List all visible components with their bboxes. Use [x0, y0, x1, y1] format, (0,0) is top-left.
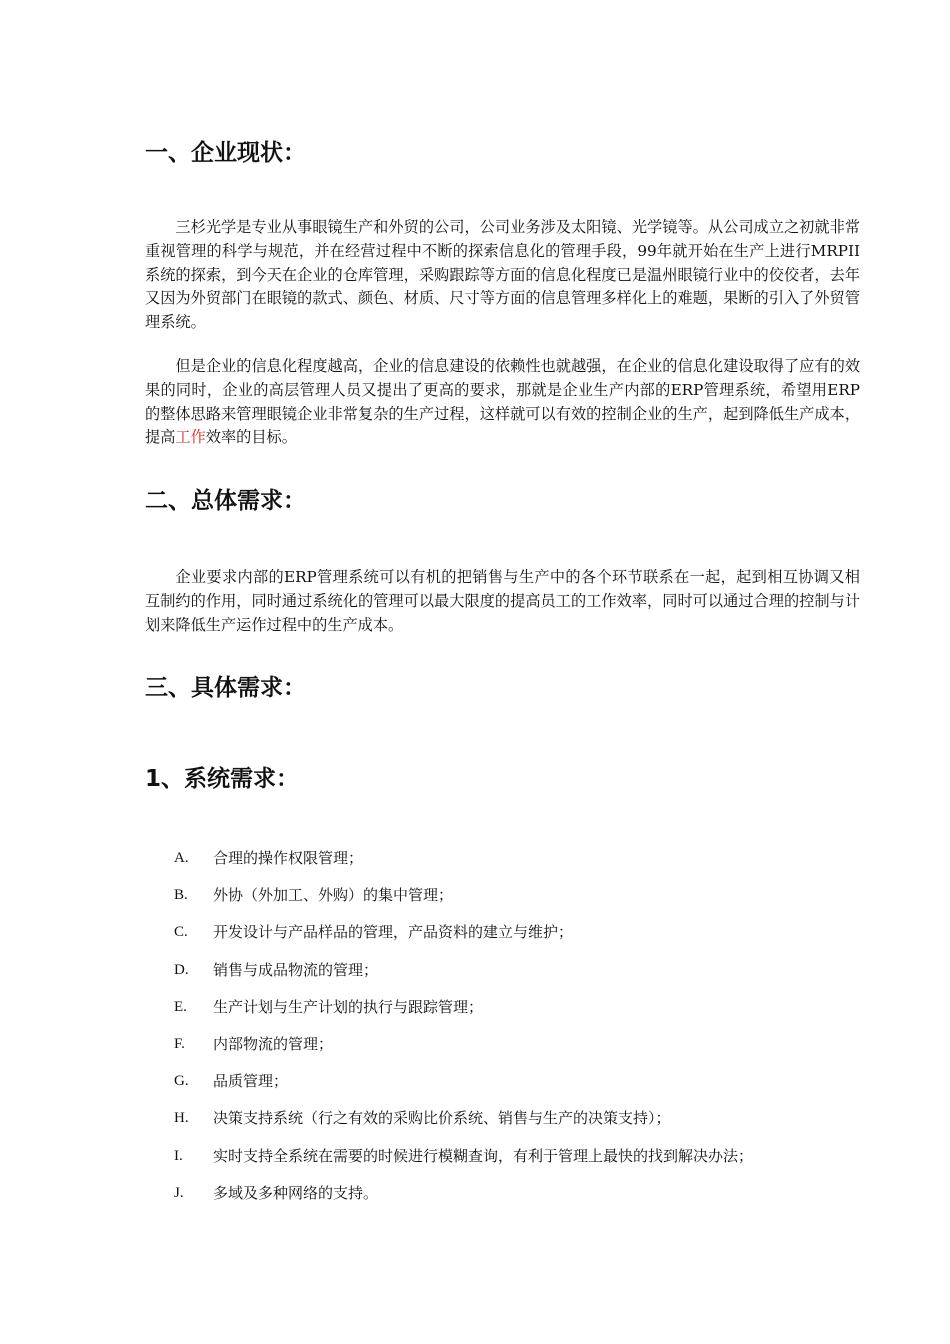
list-marker: B. — [174, 887, 188, 904]
list-item-text: 实时支持全系统在需要的时候进行模糊查询，有利于管理上最快的找到解决办法； — [213, 1146, 754, 1165]
list-marker: H. — [174, 1110, 189, 1127]
list-item-text: 外协（外加工、外购）的集中管理； — [213, 886, 454, 905]
list-item — [174, 884, 753, 921]
status-paragraph-2-ending: 效率的目标。 — [205, 428, 297, 447]
overall-paragraph: 企业要求内部的ERP管理系统可以有机的把销售与生产中的各个环节联系在一起，起到相互协调又相互制约的作用，同时通过系统化的管理可以最大限度的提高员工的工作效率，同时可以通过合理的控制与计划来降低生产运作过程中的生产成本。 — [145, 568, 860, 634]
status-paragraph-2 — [145, 355, 860, 450]
list-marker: G. — [174, 1073, 189, 1090]
list-marker: J. — [174, 1184, 184, 1201]
list-item — [174, 996, 753, 1033]
list-item — [174, 847, 753, 884]
list-marker: F. — [174, 1035, 185, 1052]
highlighted-word: 工作 — [175, 428, 206, 447]
list-item — [174, 1107, 753, 1144]
status-paragraph-1: 三杉光学是专业从事眼镜生产和外贸的公司，公司业务涉及太阳镜、光学镜等。从公司成立之初就非常重视管理的科学与规范，并在经营过程中不断的探索信息化的管理手段，99年就开始在生产上进行MRPII系统的探索，到今天在企业的仓库管理，采购跟踪等方面的信息化程度已是温州眼镜行业中的佼佼者，去年又因为外贸部门在眼镜的款式、颜色、材质、尺寸等方面的信息管理多样化上的难题，果断的引入了外贸管理系统。 — [145, 218, 860, 332]
list-item-text: 销售与成品物流的管理； — [213, 960, 379, 979]
system-requirements-list — [174, 847, 753, 1219]
list-item-text: 多域及多种网络的支持。 — [213, 1183, 379, 1202]
list-item-text: 开发设计与产品样品的管理，产品资料的建立与维护； — [213, 923, 574, 942]
list-item — [174, 1145, 753, 1182]
list-marker: E. — [174, 998, 187, 1015]
list-item-text: 生产计划与生产计划的执行与跟踪管理； — [213, 997, 484, 1016]
status-paragraph-2-text: 但是企业的信息化程度越高，企业的信息建设的依赖性也就越强，在企业的信息化建设取得了应有的效果的同时，企业的高层管理人员又提出了更高的要求，那就是企业生产内部的ERP管理系统，希望用ERP的整体思路来管理眼镜企业非常复杂的生产过程，这样就可以有效的控制企业的生产，起到降低生产成本，提高 — [145, 357, 860, 447]
list-item — [174, 1033, 753, 1070]
list-item — [174, 959, 753, 996]
section-heading-status: 一、企业现状： — [145, 140, 306, 166]
list-item-text: 决策支持系统（行之有效的采购比价系统、销售与生产的决策支持）； — [213, 1109, 671, 1128]
list-item-text: 品质管理； — [213, 1072, 289, 1091]
list-item-text: 合理的操作权限管理； — [213, 849, 364, 867]
list-item — [174, 1182, 753, 1219]
list-item — [174, 921, 753, 958]
subsection-heading-system: 1、系统需求： — [145, 766, 300, 792]
section-heading-specific: 三、具体需求： — [145, 675, 306, 701]
list-marker: I. — [174, 1147, 183, 1164]
list-item-text: 内部物流的管理； — [213, 1034, 334, 1053]
list-item — [174, 1070, 753, 1107]
list-marker: A. — [174, 850, 189, 866]
list-marker: D. — [174, 961, 189, 978]
list-marker: C. — [174, 924, 188, 941]
section-heading-overall: 二、总体需求： — [145, 488, 306, 514]
